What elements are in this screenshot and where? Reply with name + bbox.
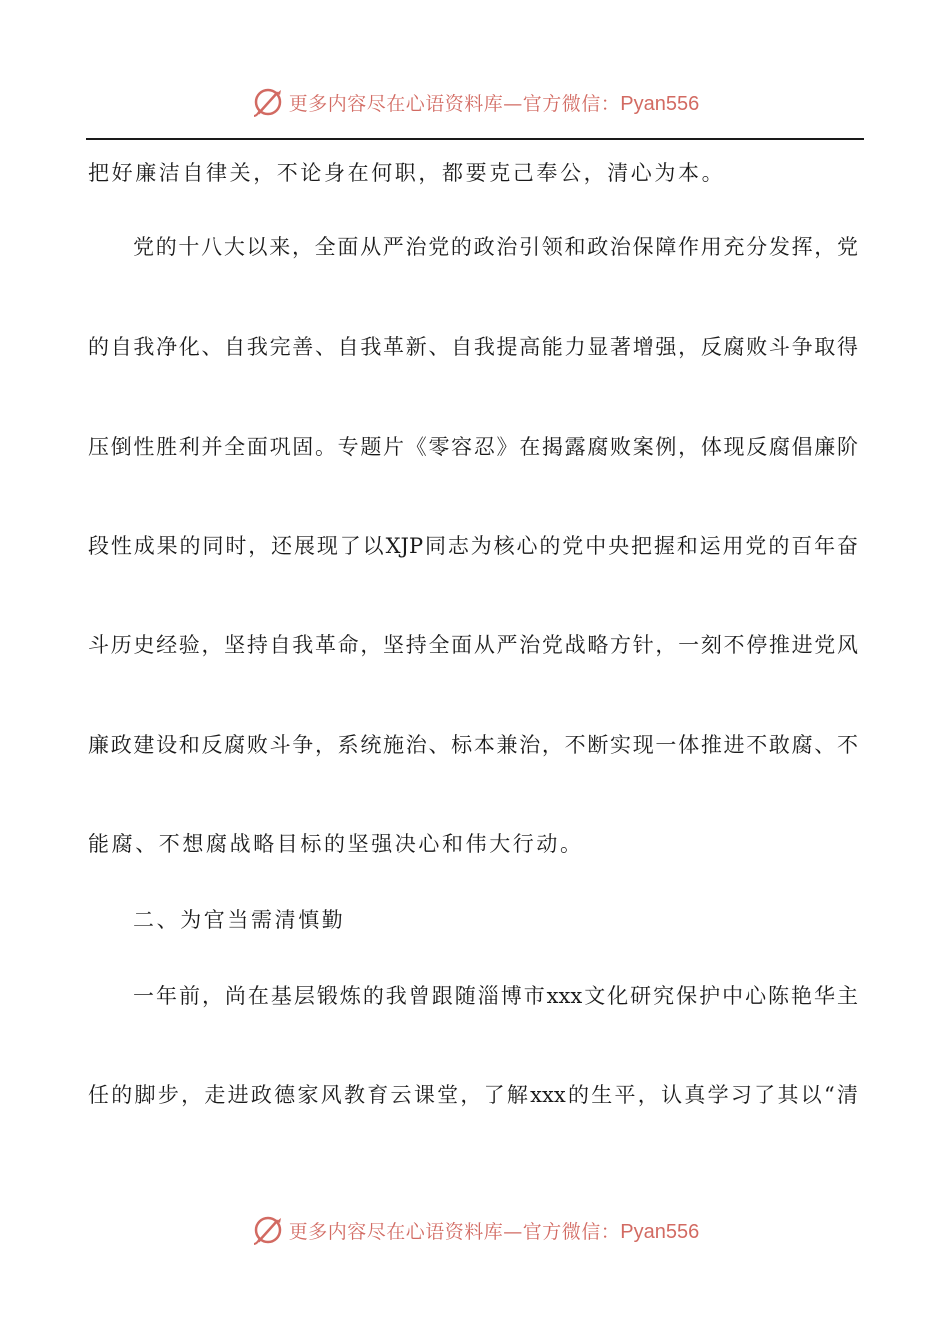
paragraph-line: 任的脚步，走进政德家风教育云课堂，了解xxx的生平，认真学习了其以“清 — [88, 1083, 858, 1107]
paragraph-line: 能腐、不想腐战略目标的坚强决心和伟大行动。 — [88, 832, 584, 856]
header-divider — [86, 138, 864, 140]
section-heading: 二、为官当需清慎勤 — [133, 908, 346, 932]
pen-logo-icon — [251, 85, 285, 119]
paragraph-line: 一年前，尚在基层锻炼的我曾跟随淄博市xxx文化研究保护中心陈艳华主 — [133, 984, 858, 1008]
paragraph-line: 段性成果的同时，还展现了以XJP同志为核心的党中央把握和运用党的百年奋 — [88, 534, 858, 558]
header-banner — [0, 82, 950, 122]
paragraph-line: 廉政建设和反腐败斗争，系统施治、标本兼治，不断实现一体推进不敢腐、不 — [88, 733, 858, 757]
paragraph-line: 压倒性胜利并全面巩固。专题片《零容忍》在揭露腐败案例，体现反腐倡廉阶 — [88, 435, 858, 459]
paragraph-line: 党的十八大以来，全面从严治党的政治引领和政治保障作用充分发挥，党 — [133, 235, 858, 259]
footer-banner — [0, 1210, 950, 1250]
footer-banner-text: 更多内容尽在心语资料库—官方微信：Pyan556 — [288, 1220, 700, 1243]
paragraph-line: 把好廉洁自律关，不论身在何职，都要克己奉公，清心为本。 — [88, 161, 726, 185]
paragraph-line: 的自我净化、自我完善、自我革新、自我提高能力显著增强，反腐败斗争取得 — [88, 335, 858, 359]
header-banner-text: 更多内容尽在心语资料库—官方微信：Pyan556 — [288, 92, 700, 115]
pen-logo-icon — [251, 1213, 285, 1247]
paragraph-line: 斗历史经验，坚持自我革命，坚持全面从严治党战略方针，一刻不停推进党风 — [88, 633, 858, 657]
